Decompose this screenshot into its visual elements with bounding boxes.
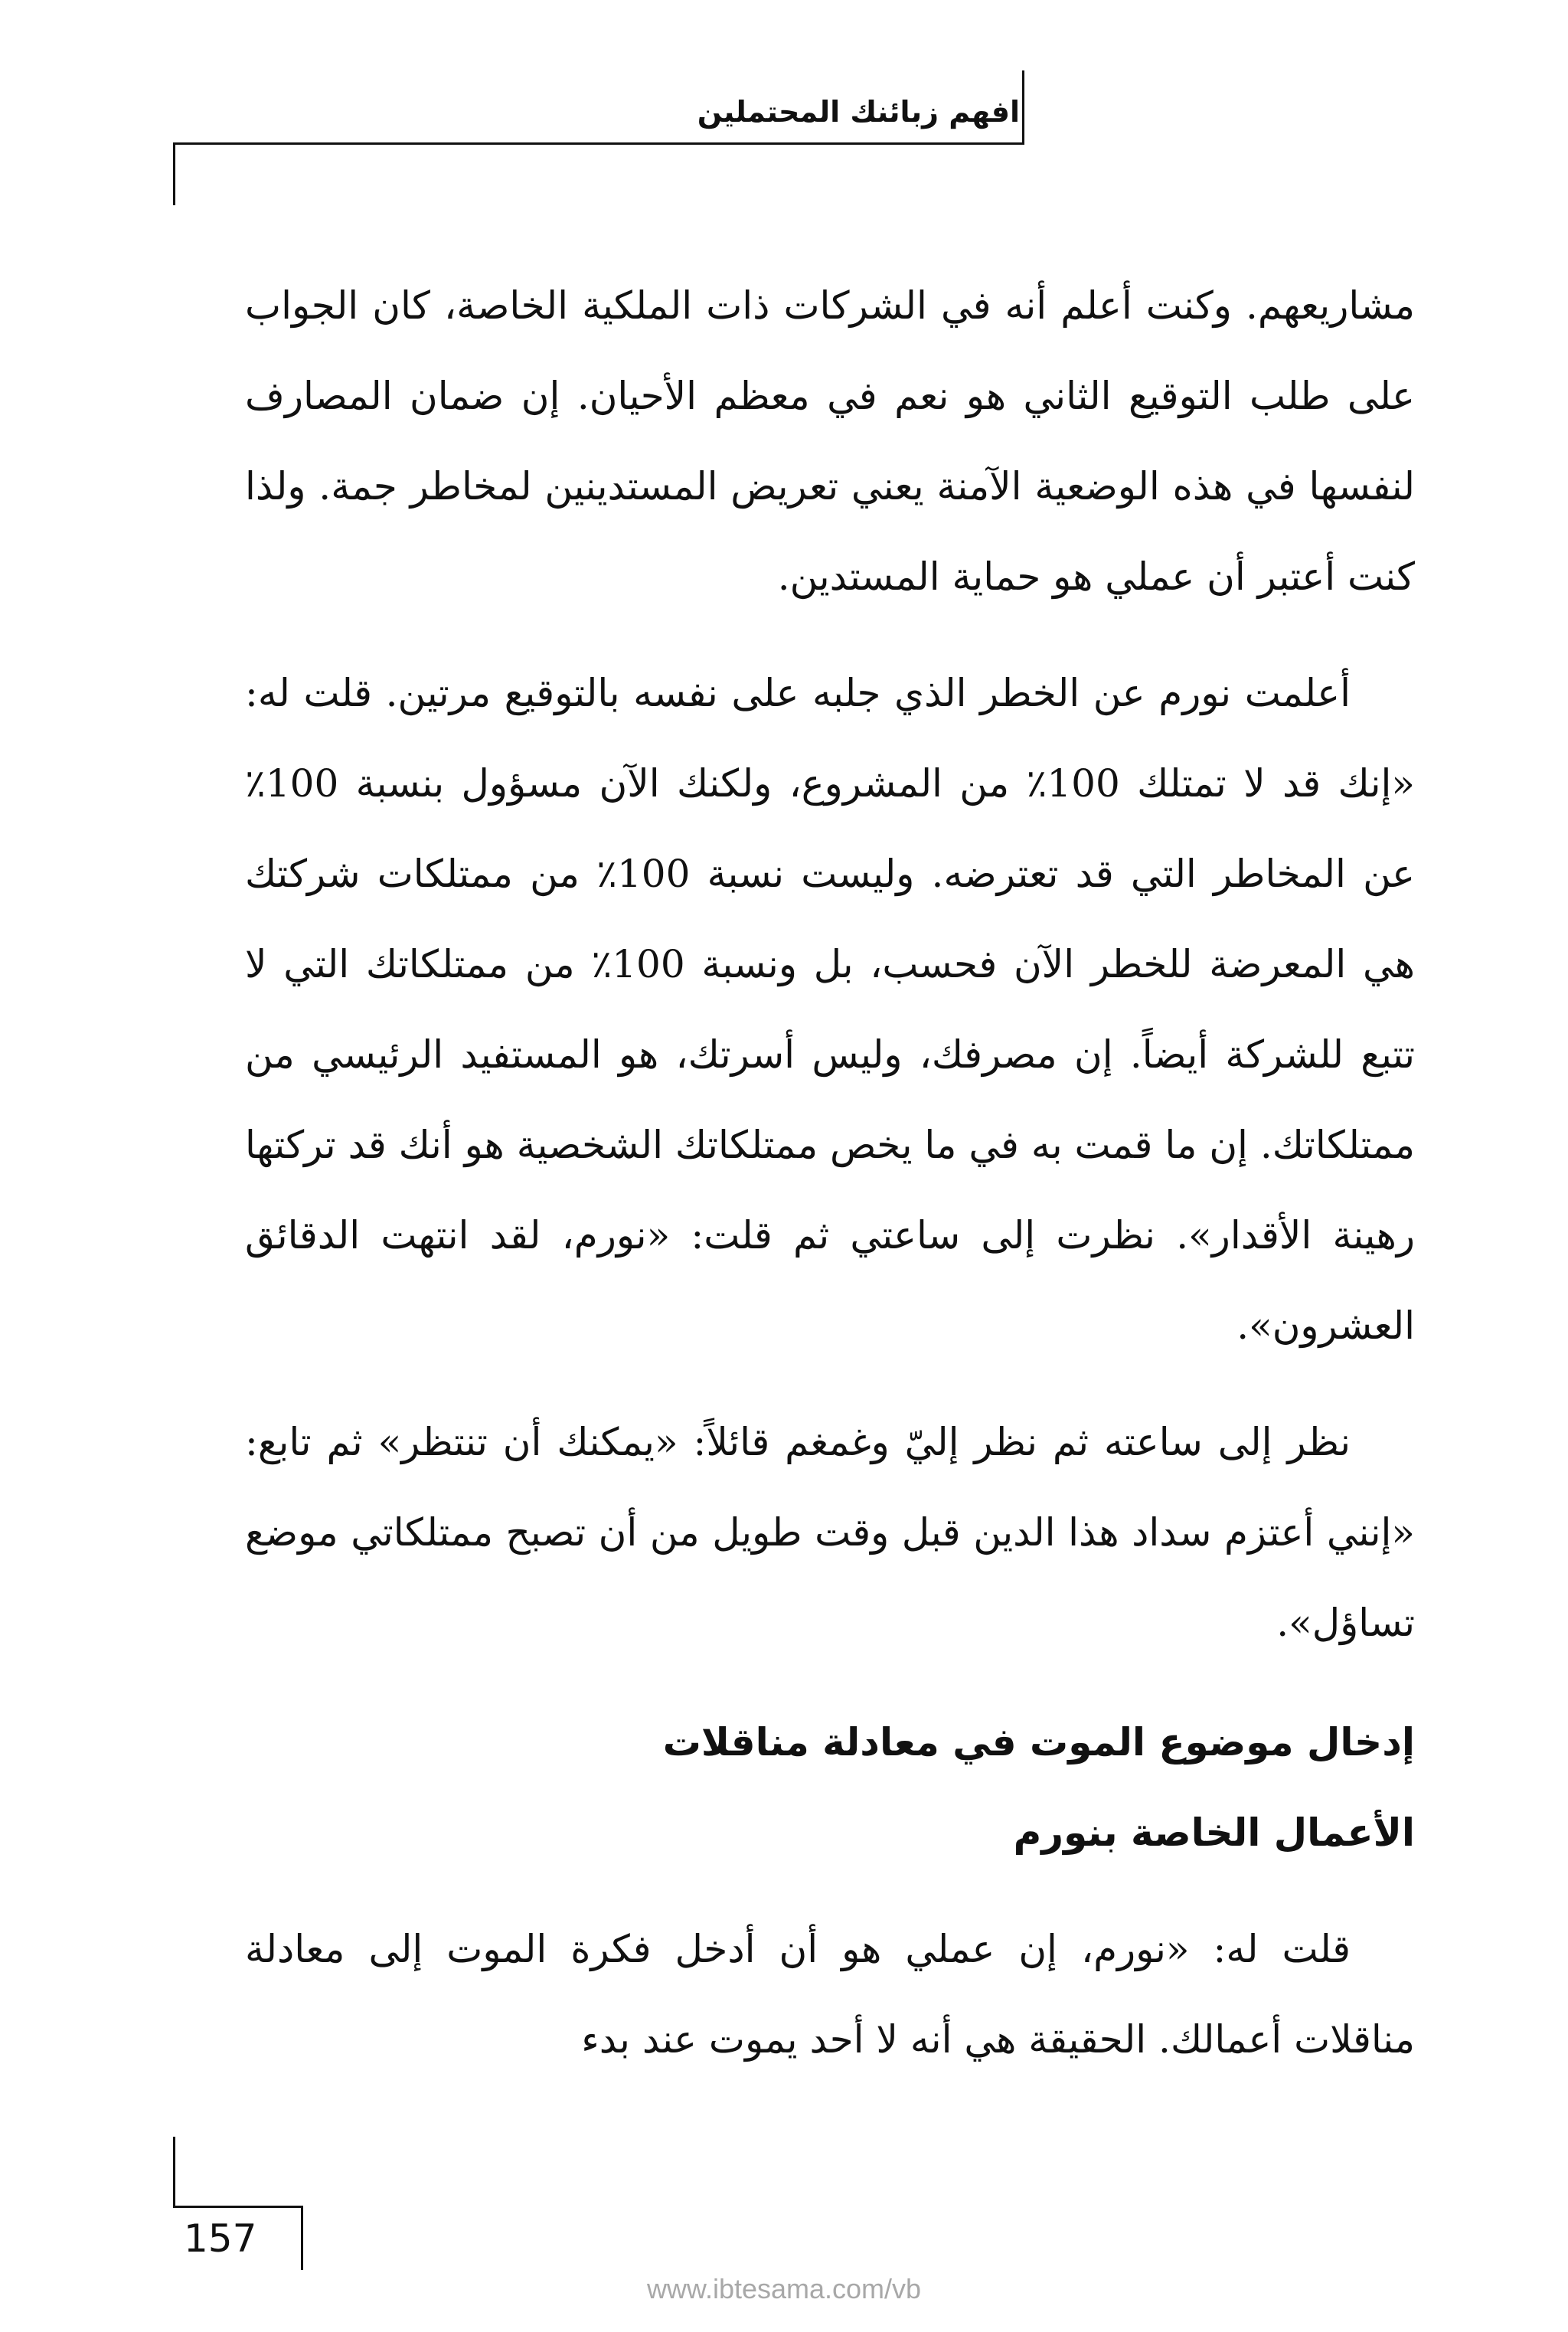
header-frame-right-rule (1022, 70, 1024, 144)
section-heading (245, 1697, 1415, 1878)
header-frame-bottom-rule (173, 142, 1024, 145)
header-frame-left-rule (173, 142, 175, 205)
section-heading-line-1: إدخال موضوع الموت في معادلة مناقلات (662, 1720, 1415, 1765)
paragraph-norm-reply: نظر إلى ساعته ثم نظر إليّ وغمغم قائلاً: «يمكنك أن تنتظر» ثم تابع: «إنني أعتزم سداد هذا الدين قبل وقت طويل من أن تصبح ممتلكاتي موضع تساؤل». (245, 1420, 1415, 1645)
footer-frame-right-rule (301, 2206, 303, 2270)
watermark-url: www.ibtesama.com/vb (646, 2273, 922, 2304)
footer-frame-left-rule (173, 2137, 175, 2207)
paragraph-final: قلت له: «نورم، إن عملي هو أن أدخل فكرة الموت إلى معادلة مناقلات أعمالك. الحقيقة هي أنه لا أحد يموت عند بدء (245, 1927, 1415, 2062)
paragraph-norm-warning: أعلمت نورم عن الخطر الذي جلبه على نفسه بالتوقيع مرتين. قلت له: «إنك قد لا تمتلك 100٪ من المشروع، ولكنك الآن مسؤول بنسبة 100٪ عن المخاطر التي قد تعترضه. وليست نسبة 100٪ من ممتلكات شركتك هي المعرضة للخطر الآن فحسب، بل ونسبة 100٪ من ممتلكاتك التي لا تتبع للشركة أيضاً. إن مصرفك، وليس أسرتك، هو المستفيد الرئيسي من ممتلكاتك. إن ما قمت به في ما يخص ممتلكاتك الشخصية هو أنك قد تركتها رهينة الأقدار». نظرت إلى ساعتي ثم قلت: «نورم، لقد انتهت الدقائق العشرون». (245, 671, 1415, 1348)
footer-frame-top-rule (173, 2206, 303, 2208)
section-heading-line-2: الأعمال الخاصة بنورم (1013, 1810, 1415, 1855)
paragraph-continuation: مشاريعهم. وكنت أعلم أنه في الشركات ذات الملكية الخاصة، كان الجواب على طلب التوقيع الثاني هو نعم في معظم الأحيان. إن ضمان المصارف لنفسها في هذه الوضعية الآمنة يعني تعريض المستدينين لمخاطر جمة. ولذا كنت أعتبر أن عملي هو حماية المستدين. (245, 283, 1415, 599)
page-number: 157 (184, 2216, 257, 2261)
page-body (245, 260, 1415, 2111)
running-head-title: افهم زبائنك المحتملين (697, 95, 1020, 129)
